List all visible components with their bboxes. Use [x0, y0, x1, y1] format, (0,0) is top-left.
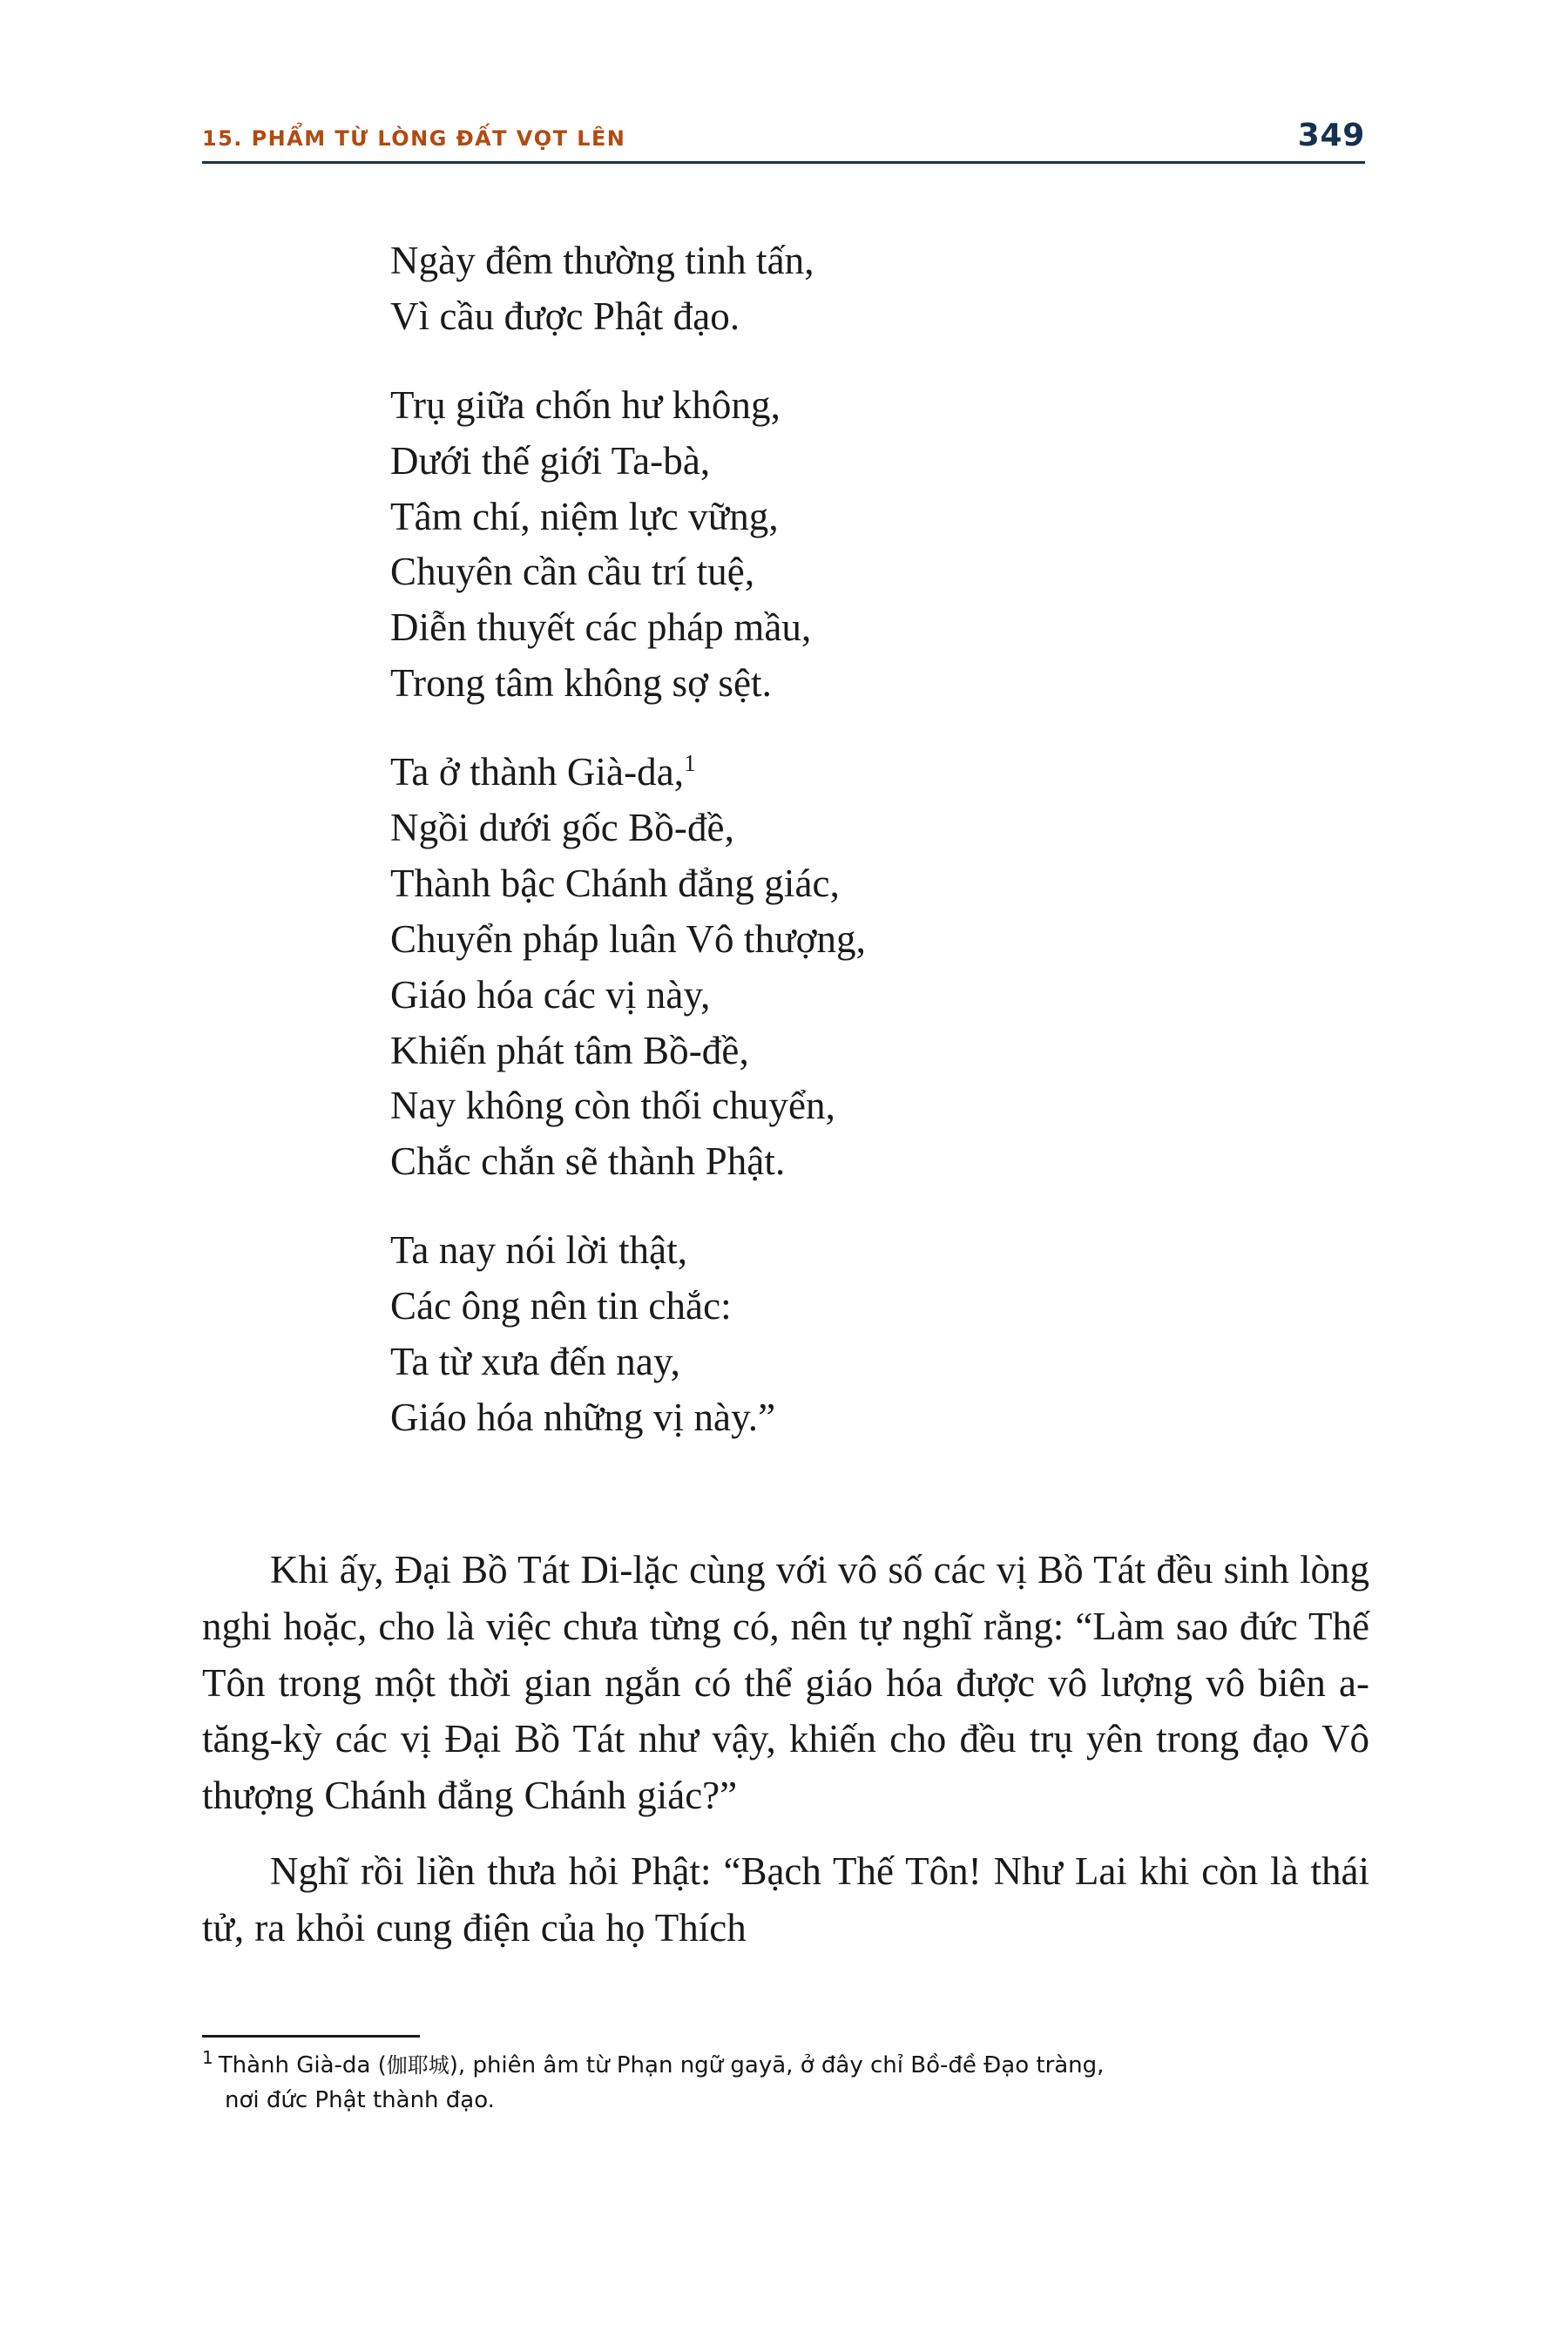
verse-line: Ta nay nói lời thật, — [390, 1228, 688, 1273]
verse-line: Thành bậc Chánh đẳng giác, — [390, 861, 840, 905]
footnote — [202, 2049, 1369, 2118]
prose-block — [202, 1542, 1369, 1957]
verse-line: Chuyên cần cầu trí tuệ, — [390, 550, 755, 594]
verse-line — [390, 745, 1261, 801]
paragraph: Nghĩ rồi liền thưa hỏi Phật: “Bạch Thế Tôn! Như Lai khi còn là thái tử, ra khỏi cung điện của họ Thích — [202, 1848, 1369, 1950]
stanza — [390, 233, 1261, 345]
verse-line: Khiến phát tâm Bồ-đề, — [390, 1028, 749, 1072]
verse-line-text: Ta ở thành Già-da, — [390, 750, 685, 794]
page-number: 349 — [1297, 118, 1365, 153]
stanza — [390, 745, 1261, 1190]
footnote-divider — [202, 2035, 420, 2038]
verse-line: Chuyển pháp luân Vô thượng, — [390, 916, 866, 961]
footnote-reference: 1 — [684, 750, 696, 777]
footnote-marker: 1 — [202, 2047, 213, 2069]
verse-block — [390, 233, 1261, 1446]
verse-line: Tâm chí, niệm lực vững, — [390, 494, 779, 538]
verse-line: Các ông nên tin chắc: — [390, 1284, 732, 1328]
footnote-text-a: Thành Già-da ( — [218, 2052, 387, 2078]
footnote-text-b: ), phiên âm từ Phạn ngữ gayā, ở đây chỉ Bồ-đề Đạo tràng, — [449, 2052, 1105, 2078]
verse-line: Ta từ xưa đến nay, — [390, 1340, 680, 1384]
verse-line: Ngày đêm thường tinh tấn, — [390, 239, 814, 282]
paragraph: Khi ấy, Đại Bồ Tát Di-lặc cùng với vô số các vị Bồ Tát đều sinh lòng nghi hoặc, cho là việc chưa từng có, nên tự nghĩ rằng: “Làm sao đức Thế Tôn trong một thời gian ngắn có thể giáo hóa được vô lượng vô biên a-tăng-kỳ các vị Đại Bồ Tát như vậy, khiến cho đều trụ yên trong đạo Vô thượng Chánh đẳng Chánh giác?” — [202, 1548, 1369, 1818]
footnote-text-line2: nơi đức Phật thành đạo. — [225, 2086, 495, 2113]
verse-line: Ngồi dưới gốc Bồ-đề, — [390, 806, 734, 850]
running-head-title: 15. PHẨM TỪ LÒNG ĐẤT VỌT LÊN — [202, 126, 626, 151]
stanza — [390, 378, 1261, 712]
verse-line: Dưới thế giới Ta-bà, — [390, 438, 711, 483]
verse-line: Diễn thuyết các pháp mầu, — [390, 605, 812, 650]
verse-line: Giáo hóa các vị này, — [390, 972, 711, 1017]
verse-line: Vì cầu được Phật đạo. — [390, 294, 740, 338]
footnote-cjk-term: 伽耶城 — [386, 2053, 449, 2078]
verse-line: Nay không còn thối chuyển, — [390, 1084, 835, 1128]
header-divider — [202, 161, 1365, 164]
verse-line: Trụ giữa chốn hư không, — [390, 382, 781, 427]
verse-line: Giáo hóa những vị này.” — [390, 1395, 776, 1439]
verse-line: Chắc chắn sẽ thành Phật. — [390, 1139, 786, 1184]
verse-line: Trong tâm không sợ sệt. — [390, 661, 772, 706]
stanza — [390, 1223, 1261, 1446]
running-head — [202, 118, 1365, 153]
